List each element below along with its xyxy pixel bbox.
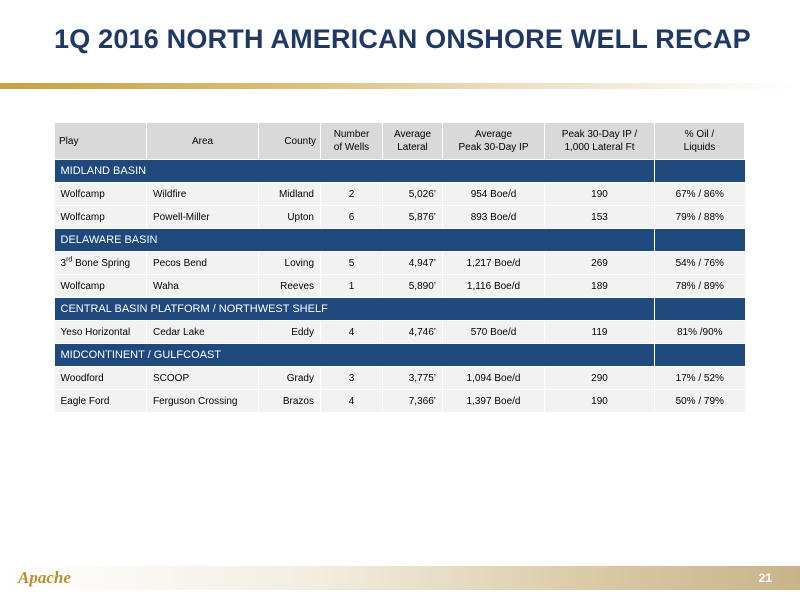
section-header-row [55,229,745,252]
cell-wells: 5 [321,252,383,275]
cell-lateral: 3,775’ [383,367,443,390]
cell-oil-liquids: 81% /90% [655,321,745,344]
section-title: MIDCONTINENT / GULFCOAST [55,344,655,367]
section-header-row [55,160,745,183]
table-row [55,367,745,390]
cell-lateral: 5,876’ [383,206,443,229]
cell-peak-ip: 1,217 Boe/d [443,252,545,275]
cell-lateral: 5,026’ [383,183,443,206]
table-row [55,390,745,413]
cell-county: Eddy [259,321,321,344]
cell-oil-liquids: 78% / 89% [655,275,745,298]
cell-county: Brazos [259,390,321,413]
table-row [55,275,745,298]
cell-area: Wildfire [147,183,259,206]
header-average-peak-ip: Average Peak 30-Day IP [443,123,545,160]
cell-county: Loving [259,252,321,275]
cell-area: Pecos Bend [147,252,259,275]
table-row [55,183,745,206]
cell-peak-ip: 1,397 Boe/d [443,390,545,413]
page-title: 1Q 2016 NORTH AMERICAN ONSHORE WELL RECAP [54,24,751,54]
cell-wells: 4 [321,390,383,413]
cell-peak-per-lateral: 119 [545,321,655,344]
cell-oil-liquids: 79% / 88% [655,206,745,229]
page-number: 21 [758,571,772,585]
section-blank-cell [655,229,745,252]
cell-wells: 1 [321,275,383,298]
cell-peak-ip: 893 Boe/d [443,206,545,229]
section-blank-cell [655,160,745,183]
header-average-lateral: Average Lateral [383,123,443,160]
cell-play: Wolfcamp [55,183,147,206]
cell-peak-ip: 570 Boe/d [443,321,545,344]
table-row [55,252,745,275]
header-county: County [259,123,321,160]
cell-lateral: 7,366’ [383,390,443,413]
cell-area: Waha [147,275,259,298]
cell-play: Wolfcamp [55,206,147,229]
header-peak-ip-per-lateral: Peak 30-Day IP / 1,000 Lateral Ft [545,123,655,160]
cell-oil-liquids: 54% / 76% [655,252,745,275]
cell-play: Yeso Horizontal [55,321,147,344]
table-row [55,206,745,229]
cell-play: Woodford [55,367,147,390]
cell-peak-per-lateral: 153 [545,206,655,229]
header-number-of-wells: Number of Wells [321,123,383,160]
cell-area: Powell-Miller [147,206,259,229]
cell-county: Upton [259,206,321,229]
cell-area: Cedar Lake [147,321,259,344]
section-title: MIDLAND BASIN [55,160,655,183]
cell-county: Grady [259,367,321,390]
section-title: DELAWARE BASIN [55,229,655,252]
cell-peak-ip: 1,094 Boe/d [443,367,545,390]
table-header-row [55,123,745,160]
cell-oil-liquids: 17% / 52% [655,367,745,390]
cell-oil-liquids: 50% / 79% [655,390,745,413]
cell-county: Midland [259,183,321,206]
cell-play: Wolfcamp [55,275,147,298]
cell-lateral: 4,947’ [383,252,443,275]
section-header-row [55,298,745,321]
cell-area: Ferguson Crossing [147,390,259,413]
cell-area: SCOOP [147,367,259,390]
cell-play: 3rd Bone Spring [55,252,147,275]
cell-wells: 2 [321,183,383,206]
cell-wells: 6 [321,206,383,229]
cell-peak-per-lateral: 189 [545,275,655,298]
cell-lateral: 4,746’ [383,321,443,344]
well-recap-table-container [54,122,744,413]
apache-logo: Apache [18,568,71,587]
header-play: Play [55,123,147,160]
header-area: Area [147,123,259,160]
section-header-row [55,344,745,367]
cell-wells: 3 [321,367,383,390]
cell-play: Eagle Ford [55,390,147,413]
cell-lateral: 5,890’ [383,275,443,298]
cell-peak-per-lateral: 290 [545,367,655,390]
section-blank-cell [655,344,745,367]
cell-oil-liquids: 67% / 86% [655,183,745,206]
section-title: CENTRAL BASIN PLATFORM / NORTHWEST SHELF [55,298,655,321]
section-blank-cell [655,298,745,321]
footer-bar [0,566,800,590]
cell-peak-per-lateral: 269 [545,252,655,275]
cell-peak-per-lateral: 190 [545,183,655,206]
header-oil-liquids: % Oil / Liquids [655,123,745,160]
title-underline-bar [0,83,800,89]
table-row [55,321,745,344]
cell-wells: 4 [321,321,383,344]
cell-county: Reeves [259,275,321,298]
cell-peak-ip: 1,116 Boe/d [443,275,545,298]
cell-peak-ip: 954 Boe/d [443,183,545,206]
cell-peak-per-lateral: 190 [545,390,655,413]
well-recap-table [54,122,745,413]
